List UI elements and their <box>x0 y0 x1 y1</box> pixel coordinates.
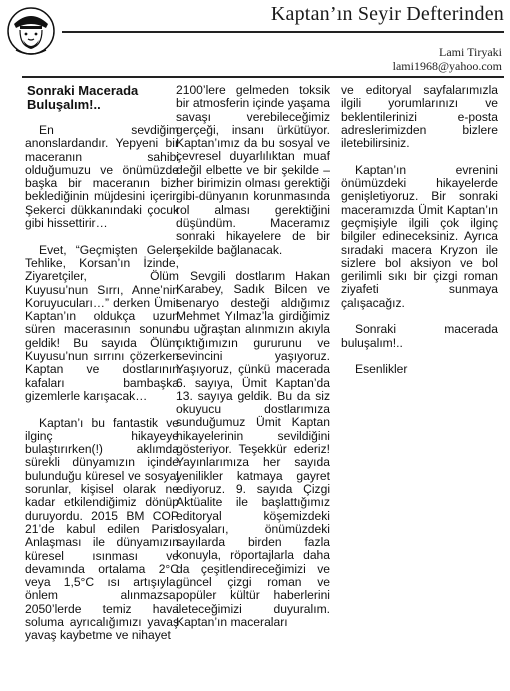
header-bottom-divider <box>22 76 504 78</box>
header-divider <box>62 31 504 33</box>
article-paragraph: Sevgili dostlarım Hakan Karabey, Sadık Bilcen ve senaryo desteği aldığımız Mehmet Yılmaz’la girdiğimiz bu uğraştan alınmızın akıyla çıktığımızın gururunu ve sevincini yaşıyoruz. Yaşıyoruz, çünkü macerada 6. sayıya, Ümit Kaptan’da 13. sayıya geldik. Bu da siz okuyucu dostlarımıza sunduğumuz Ümit Kaptan hikayelerinin sevildiğini gösteriyor. Teşekkür ederiz! Yayınlarımıza her sayıda yenilikler katmaya gayret ediyoruz. 9. sayıda Çizgi Aktüalite ile başlattığımız editoryal köşemizdeki dosyaları, önümüzdeki sayılarda birden fazla konuyla, röportajlarla daha da çeşitlendireceğimizi ve güncel çizgi roman ve popüler kültür haberlerini ileteceğimizi duyuralım. Kaptan’ın maceraları <box>176 269 330 629</box>
article-paragraph: En sevdiğim anonslardandır. Yepyeni bir maceranın sahibi olduğumuzu ve önümüzde başka bir maceranın bizi beklediğinin müjdesini içerir. Şekerci dükkanındaki çocuk gibi hissettirir… <box>25 123 179 231</box>
article-title: Sonraki Macerada Buluşalım!.. <box>27 83 139 112</box>
article-closing-line: Sonraki macerada buluşalım!.. <box>341 322 498 350</box>
article-signoff: Esenlikler <box>355 362 408 377</box>
article-paragraph: ve editoryal sayfalarımızla ilgili yorumlarınızı ve beklentilerinizi e-posta adreslerimizden bizlere iletebilirsiniz. <box>341 83 498 151</box>
author-name: Lami Tiryaki <box>438 45 502 59</box>
article-paragraph: 2100’lere gelmeden toksik bir atmosferin içinde yaşama savaşı verebileceğimiz gerçeği, insanı ürkütüyor. Kaptan’ımız da bu sosyal ve çevresel duyarlılıktan muaf değil elbette ve bir şekilde –her birimizin olması gerektiği gibi-dünyanın korunmasında rol alması gerektiğini düşündüm. Maceramız sonraki hikayelere de bir şekilde bağlanacak. <box>176 83 330 257</box>
article-paragraph: Kaptan’ın evrenini önümüzdeki hikayelerde genişletiyoruz. Bir sonraki maceramızda Ümit Kaptan’ın geçmişiyle ilgili çok ilginç bilgiler edineceksiniz. Ayrıca sıradaki macera Kryzon ile sizlere bol aksiyon ve bol gerilimli sıkı bir çizgi roman ziyafeti sunmaya çalışacağız. <box>341 162 498 310</box>
page-title: Kaptan’ın Seyir Defterinden <box>270 3 504 25</box>
article-column-1 <box>25 84 179 656</box>
captain-portrait-illustration <box>6 4 56 58</box>
article-column-3 <box>341 84 498 390</box>
author-block <box>393 45 502 73</box>
article-paragraph: Evet, “Geçmişten Gelen Tehlike, Korsan’ın İzinde, Ziyaretçiler, Ölüm Kuyusu’nun Sırrı, Anne’nin Koruyucuları…” derken Ümit Kaptan’ın oldukça uzun süren macerasının sonuna geldik! Bu sayıda Ölüm Kuyusu’nun sırrını çözerken Kaptan ve dostlarının kafaları bambaşka gizemlerle karışacak… <box>25 242 179 403</box>
article-column-2 <box>176 84 330 642</box>
article-paragraph: Kaptan’ı bu fantastik ve ilginç hikayeye bulaştırırken(!) aklımda sürekli dünyamızın içinde bulunduğu küresel ve sosyal sorunlar, kişisel olarak ne kadar etkilendiğimiz dönüp duruyordu. 2015 BM COP 21’de kabul edilen Paris Anlaşması ile dünyamızın küresel ısınması ve devamında ortalama 2°C veya 1,5°C ısı artışıyla, önlem alınmazsa, 2050’lerde temiz hava soluma ayrıcalığımızı yavaş yavaş kaybetme ve nihayet <box>25 415 179 643</box>
author-email: lami1968@yahoo.com <box>392 59 502 73</box>
